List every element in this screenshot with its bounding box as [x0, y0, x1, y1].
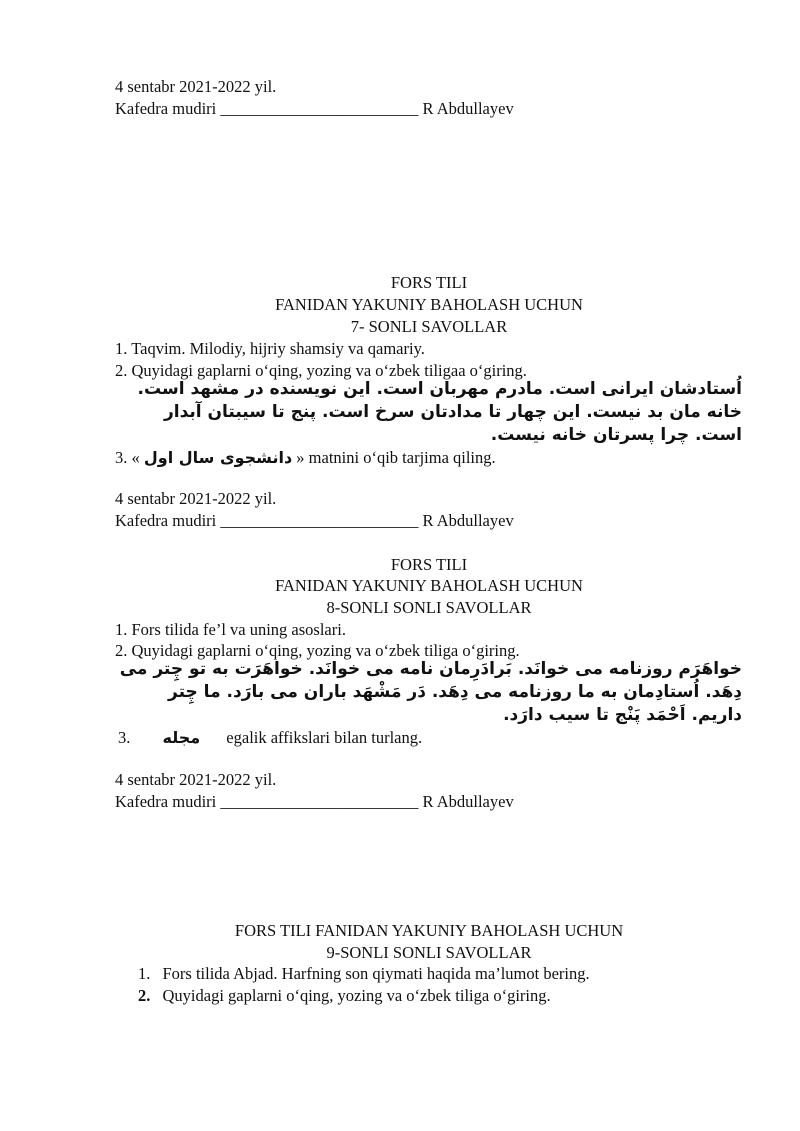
- section7-title-3: 7- SONLI SAVOLLAR: [350, 317, 508, 336]
- section8-title-2: FANIDAN YAKUNIY BAHOLASH UCHUN: [275, 576, 583, 595]
- section7-signature: Kafedra mudiri ________________________ R Abdullayev: [115, 511, 514, 530]
- section9-q2-text: Quyidagi gaplarni o‘qing, yozing va o‘zbek tiliga o‘giring.: [162, 986, 551, 1005]
- section9-q1-number: 1.: [138, 964, 151, 983]
- section9-title-1: FORS TILI FANIDAN YAKUNIY BAHOLASH UCHUN: [234, 921, 624, 940]
- header-signature: Kafedra mudiri ________________________ R Abdullayev: [115, 99, 514, 118]
- header-date: 4 sentabr 2021-2022 yil.: [115, 77, 277, 96]
- section7-question-3: [115, 448, 496, 468]
- section9-question-2: [138, 986, 551, 1006]
- section8-q3-suffix: egalik affikslari bilan turlang.: [226, 728, 423, 747]
- section8-signature: Kafedra mudiri ________________________ R Abdullayev: [115, 792, 514, 811]
- section7-persian-text: اُستادشان ایرانی است. مادرم مهربان است. این نویسنده در مشهد است. خانه مان بد نیست. این چهار تا مدادتان سرخ است. پنج تا سیبتان آبدار است. چرا پسرتان خانه نیست.: [137, 379, 742, 445]
- section7-date: 4 sentabr 2021-2022 yil.: [115, 489, 277, 508]
- section9-question-1: [138, 964, 590, 984]
- section8-q3-persian: مجله: [162, 728, 201, 747]
- section9-q2-number: 2.: [138, 986, 151, 1005]
- section7-q3-prefix: 3. «: [115, 448, 140, 467]
- section8-q3-number: 3.: [118, 728, 131, 747]
- section8-date: 4 sentabr 2021-2022 yil.: [115, 770, 277, 789]
- section7-q3-persian: دانشجوی سال اول: [143, 448, 293, 467]
- section8-question-1: 1. Fors tilida fe’l va uning asoslari.: [115, 620, 346, 639]
- section8-persian-text: خواهَرَم روزنامه می خوانَد. بَرادَرِمان نامه می خوانَد. خواهَرَت به تو چِتر می دِهَد. اُستادِمان به ما روزنامه می دِهَد. دَر مَشْهَد باران می بارَد. ما چِتر داریم. اَحْمَد پَنْج تا سیب دارَد.: [119, 659, 742, 725]
- section7-question-1: 1. Taqvim. Milodiy, hijriy shamsiy va qamariy.: [115, 339, 425, 358]
- section7-question-2: 2. Quyidagi gaplarni o‘qing, yozing va o‘zbek tiligaa o‘giring.: [115, 361, 527, 380]
- section7-title-2: FANIDAN YAKUNIY BAHOLASH UCHUN: [275, 295, 583, 314]
- section8-title-1: FORS TILI: [390, 555, 468, 574]
- section9-q1-text: Fors tilida Abjad. Harfning son qiymati haqida ma’lumot bering.: [162, 964, 590, 983]
- section7-title-1: FORS TILI: [390, 273, 468, 292]
- section8-title-3: 8-SONLI SONLI SAVOLLAR: [326, 598, 532, 617]
- section9-title-2: 9-SONLI SONLI SAVOLLAR: [326, 943, 532, 962]
- section7-q3-suffix: » matnini o‘qib tarjima qiling.: [296, 448, 496, 467]
- section8-question-2: 2. Quyidagi gaplarni o‘qing, yozing va o‘zbek tiliga o‘giring.: [115, 641, 520, 660]
- section8-question-3: [118, 728, 422, 748]
